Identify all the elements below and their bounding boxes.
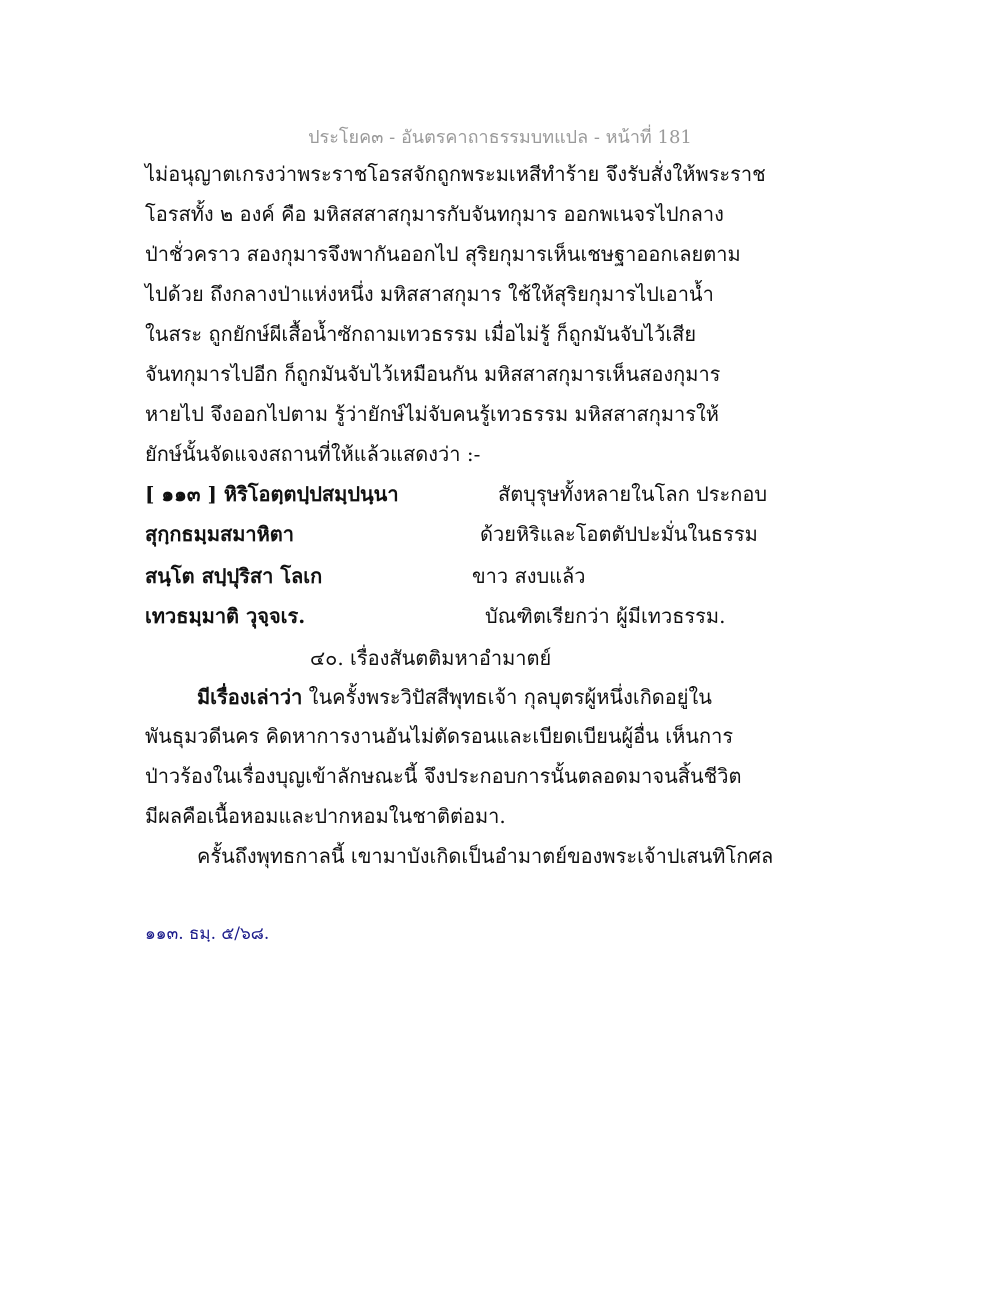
paragraph-line: พันธุมวดีนคร คิดหาการงานอันไม่ตัดรอนและเบียดเบียนผู้อื่น เห็นการ [145,724,734,748]
paragraph-line: ยักษ์นั้นจัดแจงสถานที่ให้แล้วแสดงว่า :- [145,442,481,466]
verse-pali-line: สุกฺกธมฺมสมาหิตา [145,522,295,546]
page-header: ประโยค๓ - อันตรคาถาธรรมบทแปล - หน้าที่ 181 [308,127,692,148]
paragraph-line: ในสระ ถูกยักษ์ผีเสื้อน้ำซักถามเทวธรรม เมื่อไม่รู้ ก็ถูกมันจับไว้เสีย [145,322,697,346]
paragraph-line: ไปด้วย ถึงกลางป่าแห่งหนึ่ง มหิสสาสกุมาร ใช้ให้สุริยกุมารไปเอาน้ำ [145,282,714,306]
verse-thai-line: ด้วยหิริและโอตตัปปะมั่นในธรรม [480,522,758,546]
paragraph-line: มีผลคือเนื้อหอมและปากหอมในชาติต่อมา. [145,804,506,828]
footnote: ๑๑๓. ธมฺ. ๕/๖๘. [145,924,270,944]
story-title: ๔๐. เรื่องสันตติมหาอำมาตย์ [310,646,552,670]
paragraph-line: ไม่อนุญาตเกรงว่าพระราชโอรสจักถูกพระมเหสีทำร้าย จึงรับสั่งให้พระราช [145,162,766,186]
paragraph-line: ป่าวร้องในเรื่องบุญเข้าลักษณะนี้ จึงประกอบการนั้นตลอดมาจนสิ้นชีวิต [145,764,742,788]
paragraph-line: ครั้นถึงพุทธกาลนี้ เขามาบังเกิดเป็นอำมาตย์ของพระเจ้าปเสนทิโกศล [197,844,774,868]
paragraph-line: โอรสทั้ง ๒ องค์ คือ มหิสสสาสกุมารกับจันทกุมาร ออกพเนจรไปกลาง [145,202,724,226]
verse-pali-line: เทวธมฺมาติ วุจฺจเร. [145,604,306,628]
verse-thai-line: บัณฑิตเรียกว่า ผู้มีเทวธรรม. [485,604,726,628]
paragraph-line [197,683,712,711]
paragraph-line: หายไป จึงออกไปตาม รู้ว่ายักษ์ไม่จับคนรู้เทวธรรม มหิสสาสกุมารให้ [145,402,719,426]
verse-thai-line: ขาว สงบแล้ว [472,564,586,588]
story-lead: มีเรื่องเล่าว่า [197,685,303,709]
story-first-line: ในครั้งพระวิปัสสีพุทธเจ้า กุลบุตรผู้หนึ่งเกิดอยู่ใน [302,685,712,709]
verse-thai-line: สัตบุรุษทั้งหลายในโลก ประกอบ [498,482,768,506]
verse-pali-line: [ ๑๑๓ ] หิริโอตฺตปฺปสมฺปนฺนา [145,482,399,506]
paragraph-line: จันทกุมารไปอีก ก็ถูกมันจับไว้เหมือนกัน มหิสสาสกุมารเห็นสองกุมาร [145,362,721,386]
paragraph-line: ป่าชั่วคราว สองกุมารจึงพากันออกไป สุริยกุมารเห็นเชษฐาออกเลยตาม [145,242,741,266]
verse-pali-line: สนฺโต สปฺปุริสา โลเก [145,564,323,588]
